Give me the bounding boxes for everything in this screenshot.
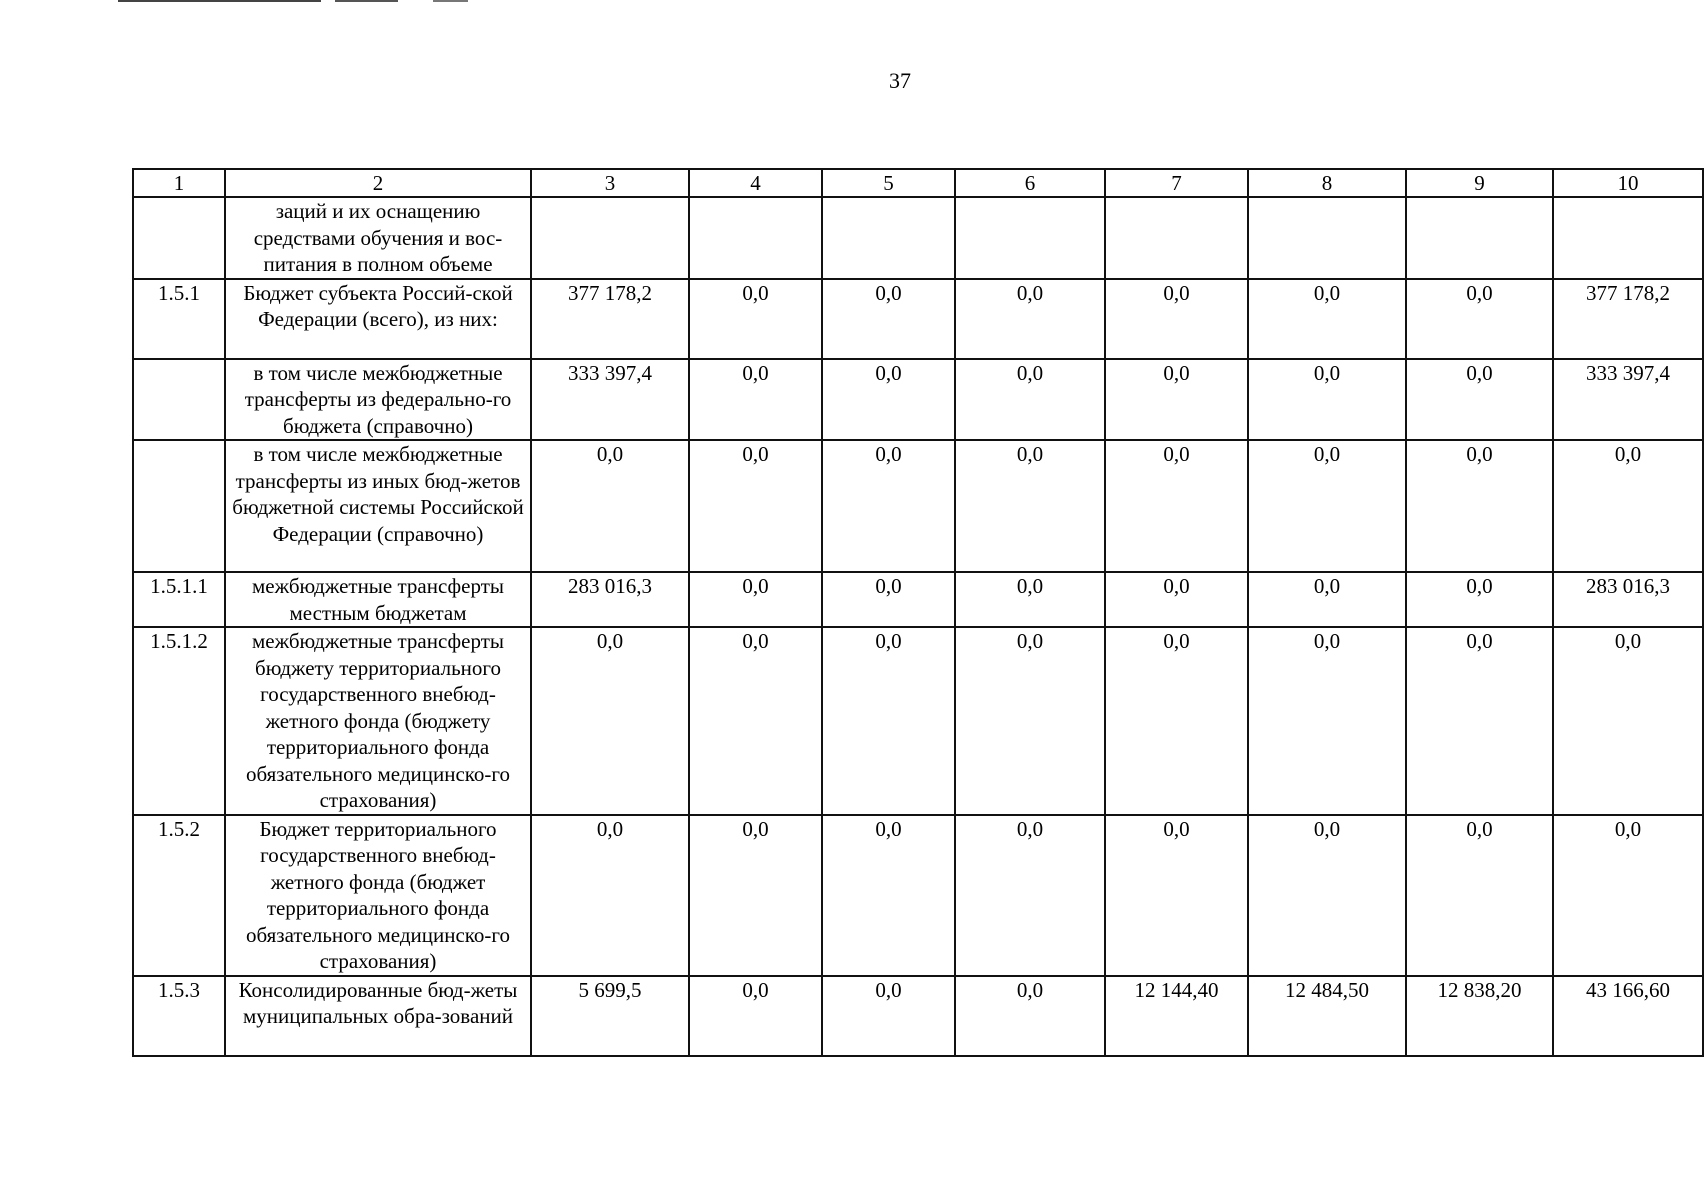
value-cell: 0,0 xyxy=(1406,440,1553,572)
value-cell: 0,0 xyxy=(955,815,1105,976)
value-cell: 0,0 xyxy=(689,572,822,627)
column-header: 9 xyxy=(1406,169,1553,197)
value-cell: 43 166,60 xyxy=(1553,976,1703,1056)
value-cell: 0,0 xyxy=(1248,627,1406,815)
value-cell: 0,0 xyxy=(822,572,955,627)
value-cell: 0,0 xyxy=(689,359,822,441)
row-description: Бюджет субъекта Россий-ской Федерации (всего), из них: xyxy=(225,279,531,359)
value-cell: 283 016,3 xyxy=(531,572,689,627)
row-description: межбюджетные трансферты бюджету территориального государственного внебюд-жетного фонда (бюджету территориального фонда обязательного медицинско-го страхования) xyxy=(225,627,531,815)
value-cell: 0,0 xyxy=(822,440,955,572)
value-cell: 0,0 xyxy=(689,627,822,815)
row-number xyxy=(133,359,225,441)
value-cell: 0,0 xyxy=(955,976,1105,1056)
value-cell: 0,0 xyxy=(1406,279,1553,359)
column-header: 4 xyxy=(689,169,822,197)
value-cell: 0,0 xyxy=(822,627,955,815)
value-cell: 0,0 xyxy=(1248,279,1406,359)
value-cell xyxy=(689,197,822,279)
value-cell: 0,0 xyxy=(531,815,689,976)
table-row xyxy=(133,279,1703,359)
value-cell: 0,0 xyxy=(689,976,822,1056)
row-number: 1.5.3 xyxy=(133,976,225,1056)
value-cell: 0,0 xyxy=(1248,572,1406,627)
page-number: 37 xyxy=(889,68,911,93)
value-cell: 0,0 xyxy=(1553,815,1703,976)
table-row xyxy=(133,815,1703,976)
value-cell: 0,0 xyxy=(822,359,955,441)
value-cell: 377 178,2 xyxy=(1553,279,1703,359)
value-cell: 283 016,3 xyxy=(1553,572,1703,627)
row-description: Бюджет территориального государственного внебюд-жетного фонда (бюджет территориального фонда обязательного медицинско-го страхования) xyxy=(225,815,531,976)
value-cell: 0,0 xyxy=(1105,627,1248,815)
value-cell xyxy=(1553,197,1703,279)
value-cell: 0,0 xyxy=(955,440,1105,572)
header-row xyxy=(133,169,1703,197)
value-cell: 0,0 xyxy=(1553,440,1703,572)
column-header: 2 xyxy=(225,169,531,197)
row-number: 1.5.2 xyxy=(133,815,225,976)
value-cell: 12 484,50 xyxy=(1248,976,1406,1056)
value-cell: 0,0 xyxy=(1406,572,1553,627)
value-cell: 0,0 xyxy=(1105,279,1248,359)
row-description: Консолидированные бюд-жеты муниципальных обра-зований xyxy=(225,976,531,1056)
table-row xyxy=(133,976,1703,1056)
value-cell: 0,0 xyxy=(1553,627,1703,815)
value-cell: 333 397,4 xyxy=(1553,359,1703,441)
value-cell: 0,0 xyxy=(1248,815,1406,976)
value-cell: 0,0 xyxy=(822,279,955,359)
value-cell: 0,0 xyxy=(955,572,1105,627)
table-row xyxy=(133,440,1703,572)
value-cell: 0,0 xyxy=(1105,440,1248,572)
row-description: в том числе межбюджетные трансферты из федерально-го бюджета (справочно) xyxy=(225,359,531,441)
value-cell: 0,0 xyxy=(1406,815,1553,976)
table-row xyxy=(133,572,1703,627)
column-header: 5 xyxy=(822,169,955,197)
value-cell xyxy=(955,197,1105,279)
value-cell: 0,0 xyxy=(822,815,955,976)
budget-table xyxy=(132,168,1704,1057)
value-cell: 0,0 xyxy=(531,627,689,815)
scan-artifact-line xyxy=(118,0,468,2)
value-cell: 12 838,20 xyxy=(1406,976,1553,1056)
value-cell: 0,0 xyxy=(1105,359,1248,441)
value-cell: 12 144,40 xyxy=(1105,976,1248,1056)
column-header: 1 xyxy=(133,169,225,197)
row-number: 1.5.1.1 xyxy=(133,572,225,627)
column-header: 3 xyxy=(531,169,689,197)
column-header: 8 xyxy=(1248,169,1406,197)
value-cell: 0,0 xyxy=(822,976,955,1056)
value-cell xyxy=(1248,197,1406,279)
value-cell: 0,0 xyxy=(955,279,1105,359)
value-cell: 0,0 xyxy=(955,359,1105,441)
value-cell xyxy=(531,197,689,279)
value-cell: 5 699,5 xyxy=(531,976,689,1056)
row-description: в том числе межбюджетные трансферты из иных бюд-жетов бюджетной системы Российской Федерации (справочно) xyxy=(225,440,531,572)
column-header: 6 xyxy=(955,169,1105,197)
row-description: заций и их оснащению средствами обучения и вос-питания в полном объеме xyxy=(225,197,531,279)
column-header: 7 xyxy=(1105,169,1248,197)
value-cell xyxy=(822,197,955,279)
value-cell: 0,0 xyxy=(531,440,689,572)
value-cell: 0,0 xyxy=(689,279,822,359)
table-row xyxy=(133,359,1703,441)
value-cell: 0,0 xyxy=(1248,440,1406,572)
row-number: 1.5.1 xyxy=(133,279,225,359)
value-cell: 377 178,2 xyxy=(531,279,689,359)
value-cell: 0,0 xyxy=(1105,815,1248,976)
value-cell: 0,0 xyxy=(1406,627,1553,815)
value-cell xyxy=(1105,197,1248,279)
value-cell xyxy=(1406,197,1553,279)
row-number xyxy=(133,440,225,572)
value-cell: 0,0 xyxy=(1105,572,1248,627)
value-cell: 0,0 xyxy=(1248,359,1406,441)
value-cell: 0,0 xyxy=(689,440,822,572)
table-row xyxy=(133,627,1703,815)
row-number xyxy=(133,197,225,279)
table-row xyxy=(133,197,1703,279)
value-cell: 0,0 xyxy=(689,815,822,976)
value-cell: 0,0 xyxy=(955,627,1105,815)
row-description: межбюджетные трансферты местным бюджетам xyxy=(225,572,531,627)
value-cell: 0,0 xyxy=(1406,359,1553,441)
value-cell: 333 397,4 xyxy=(531,359,689,441)
column-header: 10 xyxy=(1553,169,1703,197)
row-number: 1.5.1.2 xyxy=(133,627,225,815)
